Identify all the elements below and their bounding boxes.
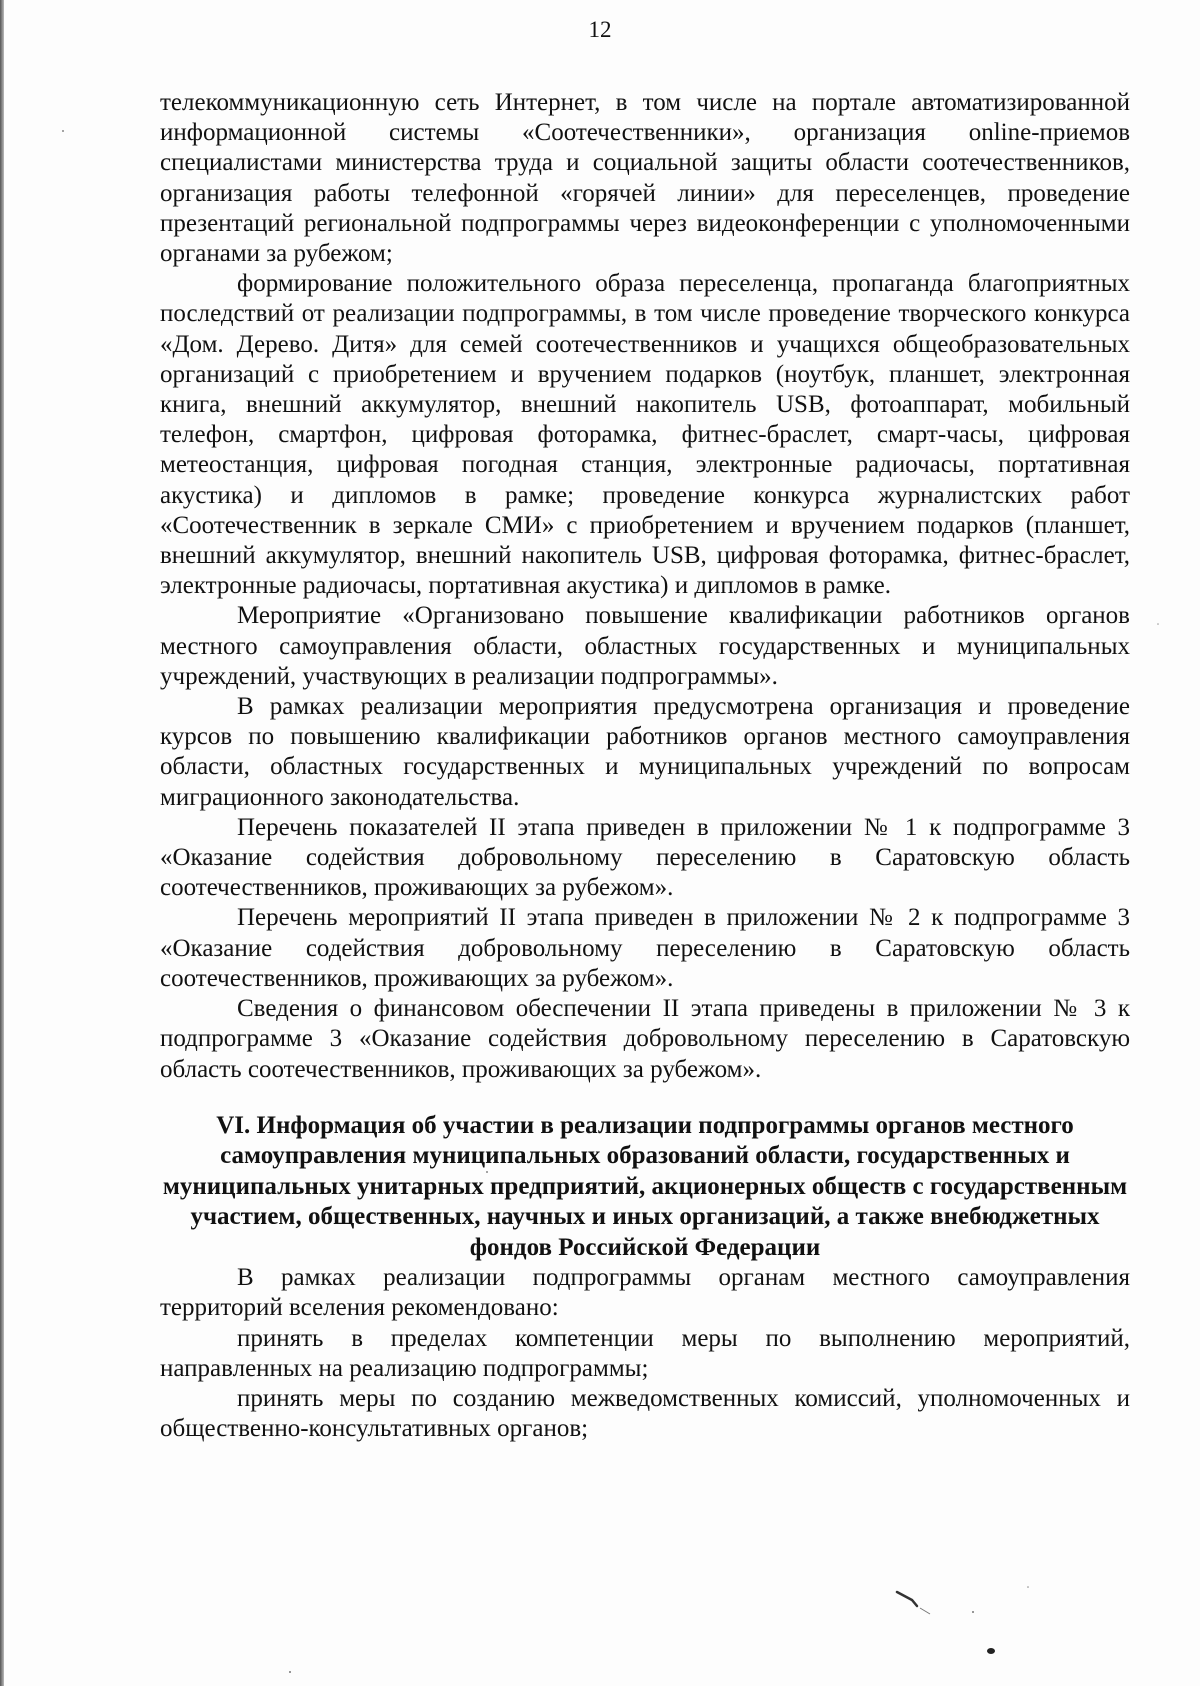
section-paragraph: принять в пределах компетенции меры по выполнению мероприятий, направленных на реализацию подпрограммы;: [160, 1324, 1130, 1382]
scan-speck: [1027, 1586, 1029, 1588]
paragraph-training-event: Мероприятие «Организовано повышение квалификации работников органов местного самоуправления области, областных государственных и муниципальных учреждений, участвующих в реализации подпрограммы».: [160, 602, 1130, 690]
scan-speck: [1157, 623, 1159, 625]
scan-left-edge: [0, 0, 4, 1686]
paragraph-activities-list: Перечень мероприятий II этапа приведен в приложении № 2 к подпрограмме 3 «Оказание содействия добровольному переселению в Саратовскую область соотечественников, проживающих за рубежом».: [160, 904, 1130, 992]
paragraph-continuation: телекоммуникационную сеть Интернет, в том числе на портале автоматизированной информационной системы «Соотечественники», организация online-приемов специалистами министерства труда и социальной защиты области соотечественников, организация работы телефонной «горячей линии» для переселенцев, проведение презентаций региональной подпрограммы через видеоконференции с уполномоченными органами за рубежом;: [160, 89, 1130, 268]
scan-speck: [897, 1592, 917, 1606]
paragraph-indicators-list: Перечень показателей II этапа приведен в приложении № 1 к подпрограмме 3 «Оказание содействия добровольному переселению в Саратовскую область соотечественников, проживающих за рубежом».: [160, 813, 1130, 902]
section-paragraph: В рамках реализации подпрограммы органам местного самоуправления территорий вселения рекомендовано:: [160, 1264, 1130, 1322]
scan-speck: [62, 130, 64, 132]
section-heading: VI. Информация об участии в реализации подпрограммы органов местного самоуправления муниципальных образований области, государственных и муниципальных унитарных предприятий, акционерных обществ с государственным участием, общественных, научных и иных организаций, а также внебюджетных фондов Российской Федерации: [162, 1111, 1128, 1261]
paragraph-training-courses: В рамках реализации мероприятия предусмотрена организация и проведение курсов по повышению квалификации работников органов местного самоуправления области, областных государственных и муниципальных учреждений по вопросам миграционного законодательства.: [160, 693, 1130, 811]
paragraph-financing: Сведения о финансовом обеспечении II этапа приведены в приложении № 3 к подпрограмме 3 «Оказание содействия добровольному переселению в Саратовскую область соотечественников, проживающих за рубежом».: [160, 995, 1130, 1083]
scan-speck: [289, 1671, 291, 1673]
scan-speck: [972, 1611, 974, 1613]
paragraph-positive-image: формирование положительного образа переселенца, пропаганда благоприятных последствий от реализации подпрограммы, в том числе проведение творческого конкурса «Дом. Дерево. Дитя» для семей соотечественников и учащихся общеобразовательных организаций с приобретением и вручением подарков (ноутбук, планшет, электронная книга, внешний аккумулятор, внешний накопитель USB, фотоаппарат, мобильный телефон, смартфон, цифровая фоторамка, фитнес-браслет, смарт-часы, цифровая метеостанция, цифровая погодная станция, электронные радиочасы, портативная акустика) и дипломов в рамке; проведение конкурса журналистских работ «Соотечественник в зеркале СМИ» с приобретением и вручением подарков (планшет, внешний аккумулятор, внешний накопитель USB, цифровая фоторамка, фитнес-браслет, электронные радиочасы, портативная акустика) и дипломов в рамке.: [160, 270, 1130, 600]
page-number: 12: [588, 17, 612, 42]
scan-speck: [920, 1608, 930, 1614]
document-body: [160, 88, 1130, 1444]
scan-speck: [987, 1648, 995, 1654]
section-paragraph: принять меры по созданию межведомственных комиссий, уполномоченных и общественно-консультативных органов;: [160, 1385, 1130, 1443]
